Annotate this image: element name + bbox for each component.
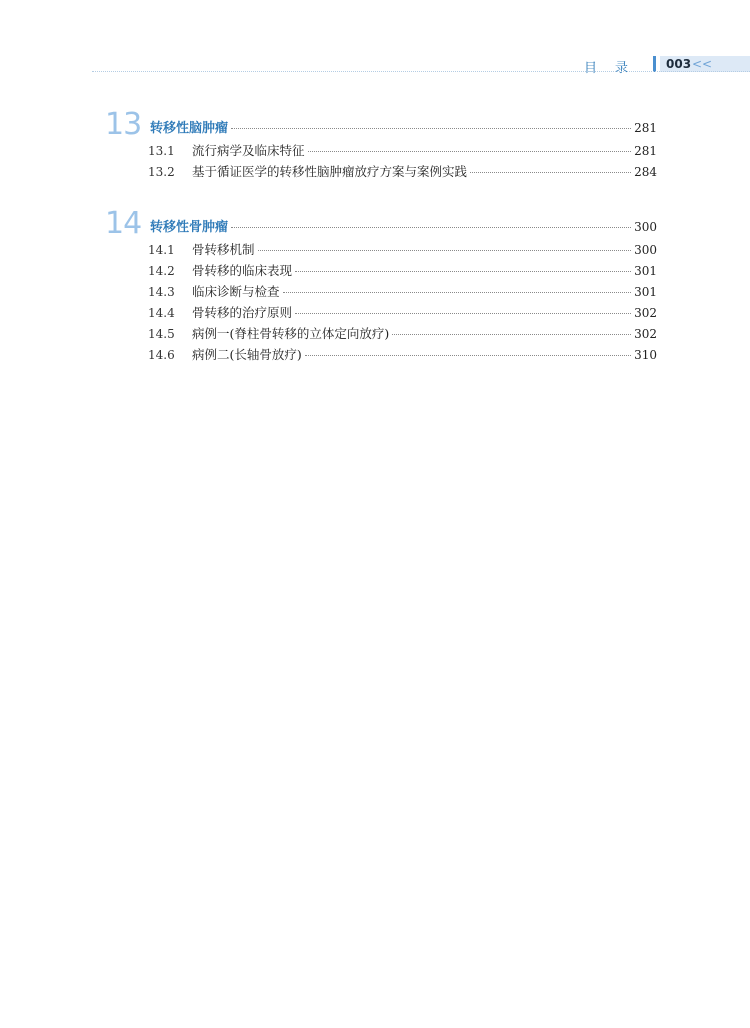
toc-entry[interactable] xyxy=(148,303,657,324)
header-section-label: 目录 xyxy=(583,61,646,76)
toc-entry[interactable] xyxy=(148,345,657,366)
section-page: 310 xyxy=(634,348,657,362)
section-number: 14.4 xyxy=(148,306,175,320)
header-divider-bar xyxy=(653,56,656,72)
chapter-heading[interactable] xyxy=(105,107,657,142)
header-page-number: 003 xyxy=(666,57,692,71)
chapter-13 xyxy=(105,108,657,183)
dot-leader xyxy=(305,355,631,356)
chapter-number: 13 xyxy=(105,107,142,142)
section-number: 14.5 xyxy=(148,327,175,341)
section-title: 骨转移的临床表现 xyxy=(192,263,293,278)
toc-entry[interactable] xyxy=(148,162,657,183)
chapter-title: 转移性脑肿瘤 xyxy=(150,121,229,136)
dot-leader xyxy=(295,271,631,272)
section-title: 流行病学及临床特征 xyxy=(192,143,305,158)
section-number: 13.2 xyxy=(148,165,175,179)
toc-entry[interactable] xyxy=(148,261,657,282)
chapter-heading[interactable] xyxy=(105,206,657,241)
chapter-page: 300 xyxy=(634,220,657,234)
section-page: 302 xyxy=(634,306,657,320)
header-arrows-icon: << xyxy=(692,57,713,71)
section-number: 14.2 xyxy=(148,264,175,278)
toc-entry[interactable] xyxy=(148,324,657,345)
chapter-title: 转移性骨肿瘤 xyxy=(150,220,229,235)
header-rule xyxy=(92,71,750,72)
section-title: 病例一(脊柱骨转移的立体定向放疗) xyxy=(192,326,390,341)
section-title: 临床诊断与检查 xyxy=(192,284,280,299)
section-number: 14.3 xyxy=(148,285,175,299)
section-page: 300 xyxy=(634,243,657,257)
section-title: 基于循证医学的转移性脑肿瘤放疗方案与案例实践 xyxy=(192,164,468,179)
dot-leader xyxy=(258,250,632,251)
toc-entry[interactable] xyxy=(148,282,657,303)
section-number: 13.1 xyxy=(148,144,175,158)
section-title: 骨转移的治疗原则 xyxy=(192,305,293,320)
dot-leader xyxy=(392,334,631,335)
toc-entry[interactable] xyxy=(148,141,657,162)
chapter-page: 281 xyxy=(634,121,657,135)
section-page: 301 xyxy=(634,285,657,299)
section-title: 病例二(长轴骨放疗) xyxy=(192,347,302,362)
section-page: 301 xyxy=(634,264,657,278)
section-number: 14.6 xyxy=(148,348,175,362)
dot-leader xyxy=(308,151,632,152)
section-page: 281 xyxy=(634,144,657,158)
dot-leader xyxy=(295,313,631,314)
dot-leader xyxy=(470,172,631,173)
section-number: 14.1 xyxy=(148,243,175,257)
section-page: 284 xyxy=(634,165,657,179)
running-header xyxy=(0,54,750,76)
toc-entry[interactable] xyxy=(148,240,657,261)
dot-leader xyxy=(231,128,631,129)
section-title: 骨转移机制 xyxy=(192,242,255,257)
section-page: 302 xyxy=(634,327,657,341)
chapter-14 xyxy=(105,207,657,366)
dot-leader xyxy=(283,292,632,293)
chapter-number: 14 xyxy=(105,206,142,241)
dot-leader xyxy=(231,227,631,228)
